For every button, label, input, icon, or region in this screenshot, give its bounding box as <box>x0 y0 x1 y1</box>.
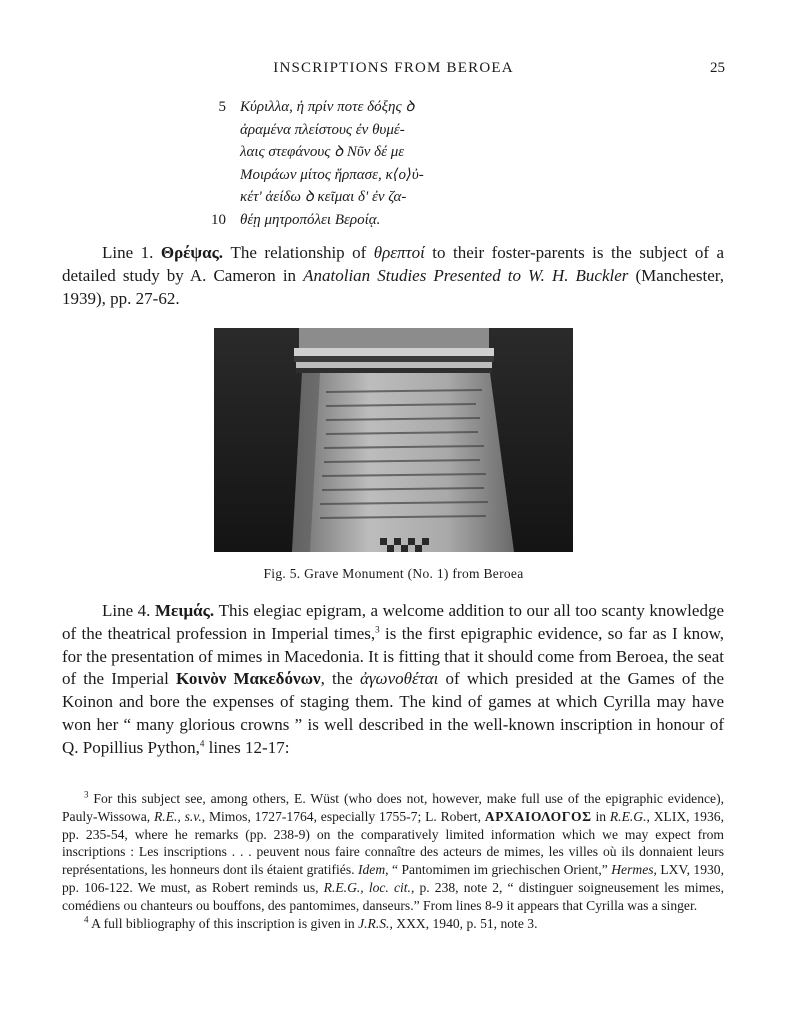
body-text: (Manchester, 1939), pp. 27-62. <box>62 265 725 308</box>
line-number: 10 <box>211 211 226 228</box>
citation: R.E.G., loc. cit. <box>323 879 411 895</box>
poem-line-text: κέτ' ἀείδω ꝺ κεῖμαι δ' ἐν ζα- <box>240 189 407 206</box>
poem-line <box>218 96 570 119</box>
body-text: This elegiac epigram, a welcome addition to our all too scanty knowledge of the theatrical profession in Imperial times, <box>62 601 724 643</box>
body-text: to their foster-parents is the subject of a detailed study by A. Cameron in <box>62 243 724 285</box>
body-text: lines 12-17: <box>204 737 290 757</box>
footnote-number: 3 <box>84 789 89 800</box>
inscription-text <box>211 96 570 232</box>
greek-term: θρεπτοί <box>373 243 425 262</box>
book-title: Anatolian Studies Presented to W. H. Buckler <box>303 265 629 285</box>
footnote-text: in <box>591 808 610 824</box>
footnote-text: , LXV, 1930, pp. 106-122. We must, as Robert reminds us, <box>62 862 725 895</box>
commentary-line-4 <box>62 600 724 760</box>
citation: Idem <box>357 862 386 878</box>
footnote-text: , XXX, 1940, p. 51, note 3. <box>389 915 538 931</box>
greek-term: Κοινὸν Μακεδόνων <box>175 669 321 689</box>
page-number: 25 <box>710 60 725 76</box>
poem-line <box>240 141 570 164</box>
line-reference: Line 1. <box>102 243 154 262</box>
footnote-4 <box>62 915 724 933</box>
footnote-text: , XLIX, 1936, pp. 235-54, where he remarks (pp. 238-9) on the comparatively limited information which we may expect from inscriptions : Les inscriptions . . . peuvent nous faire connaître des acteurs de mimes, les villes où ils donnaient leurs représentations, les honneurs dont ils étaient gratifiés. <box>62 808 724 878</box>
figure-caption: Fig. 5. Grave Monument (No. 1) from Beroea <box>263 566 524 581</box>
footnote-text: A full bibliography of this inscription is given in <box>88 915 359 931</box>
poem-line <box>240 164 570 187</box>
poem-line-text: Κύριλλα, ἡ πρίν ποτε δόξης ꝺ <box>240 99 415 115</box>
citation: J.R.S. <box>358 915 390 931</box>
poem-line <box>240 186 570 209</box>
footnote-ref: 4 <box>199 738 205 749</box>
footnote-text: , p. 238, note 2, “ distinguer soigneusement les mimes, comédiens ou chanteurs ou bouffons, des pantomimes, danseurs.” From lines 8-9 it appears that Cyrilla was a singer. <box>62 879 724 913</box>
citation: Hermes <box>611 862 654 878</box>
footnote-text: , “ Pantomimen im griechischen Orient,” <box>385 862 612 878</box>
line-reference: Line 4. <box>102 601 151 620</box>
body-text: is the first epigraphic evidence, so far as I know, for the presentation of mimes in Macedonia. It is fitting that it should come from Beroea, the seat of the Imperial <box>62 623 724 689</box>
greek-term: Θρέψας. <box>160 243 224 262</box>
footnote-text: , Mimos, 1727-1764, especially 1755-7; L. Robert, <box>201 808 485 824</box>
grave-monument-photo <box>214 328 573 552</box>
greek-term: Μειμάς. <box>154 601 215 620</box>
body-text: , the <box>320 669 360 689</box>
poem-line <box>211 209 570 232</box>
body-text: of which presided at the Games of the Koinon and bore the expenses of staging them. The kind of games at which Cyrilla may have won her “ many glorious crowns ” is well described in the well-known inscription in honour of Q. Popillius Python, <box>62 669 724 757</box>
line-number: 5 <box>218 99 226 115</box>
poem-line <box>240 119 570 142</box>
greek-title: ΑΡΧΑΙΟΛΟΓΟΣ <box>484 808 592 824</box>
footnote-3 <box>62 790 724 915</box>
poem-line-text: ἀραμένα πλείστους ἐν θυμέ- <box>240 121 405 138</box>
footnotes <box>62 790 724 932</box>
footnote-number: 4 <box>84 914 89 925</box>
footnote-text: For this subject see, among others, E. Wüst (who does not, however, make full use of the epigraphic evidence), Pauly-Wissowa, <box>62 791 724 824</box>
citation: R.E., s.v. <box>154 808 202 824</box>
footnote-ref: 3 <box>375 624 380 635</box>
greek-term: ἀγωνοθέται <box>359 669 439 689</box>
poem-line-text: λαις στεφάνους ꝺ Νῦν δέ με <box>240 144 405 161</box>
poem-line-text: Μοιράων μίτος ἥρπασε, κ⟨ο⟩ὐ- <box>240 166 424 183</box>
running-title: INSCRIPTIONS FROM BEROEA <box>273 60 514 76</box>
citation: R.E.G. <box>609 808 647 824</box>
poem-line-text: θέῃ μητροπόλει Βεροίᾳ. <box>240 211 381 228</box>
commentary-line-1 <box>62 242 724 310</box>
body-text: The relationship of <box>223 243 374 262</box>
running-head <box>0 60 787 84</box>
monument-image <box>214 328 573 552</box>
